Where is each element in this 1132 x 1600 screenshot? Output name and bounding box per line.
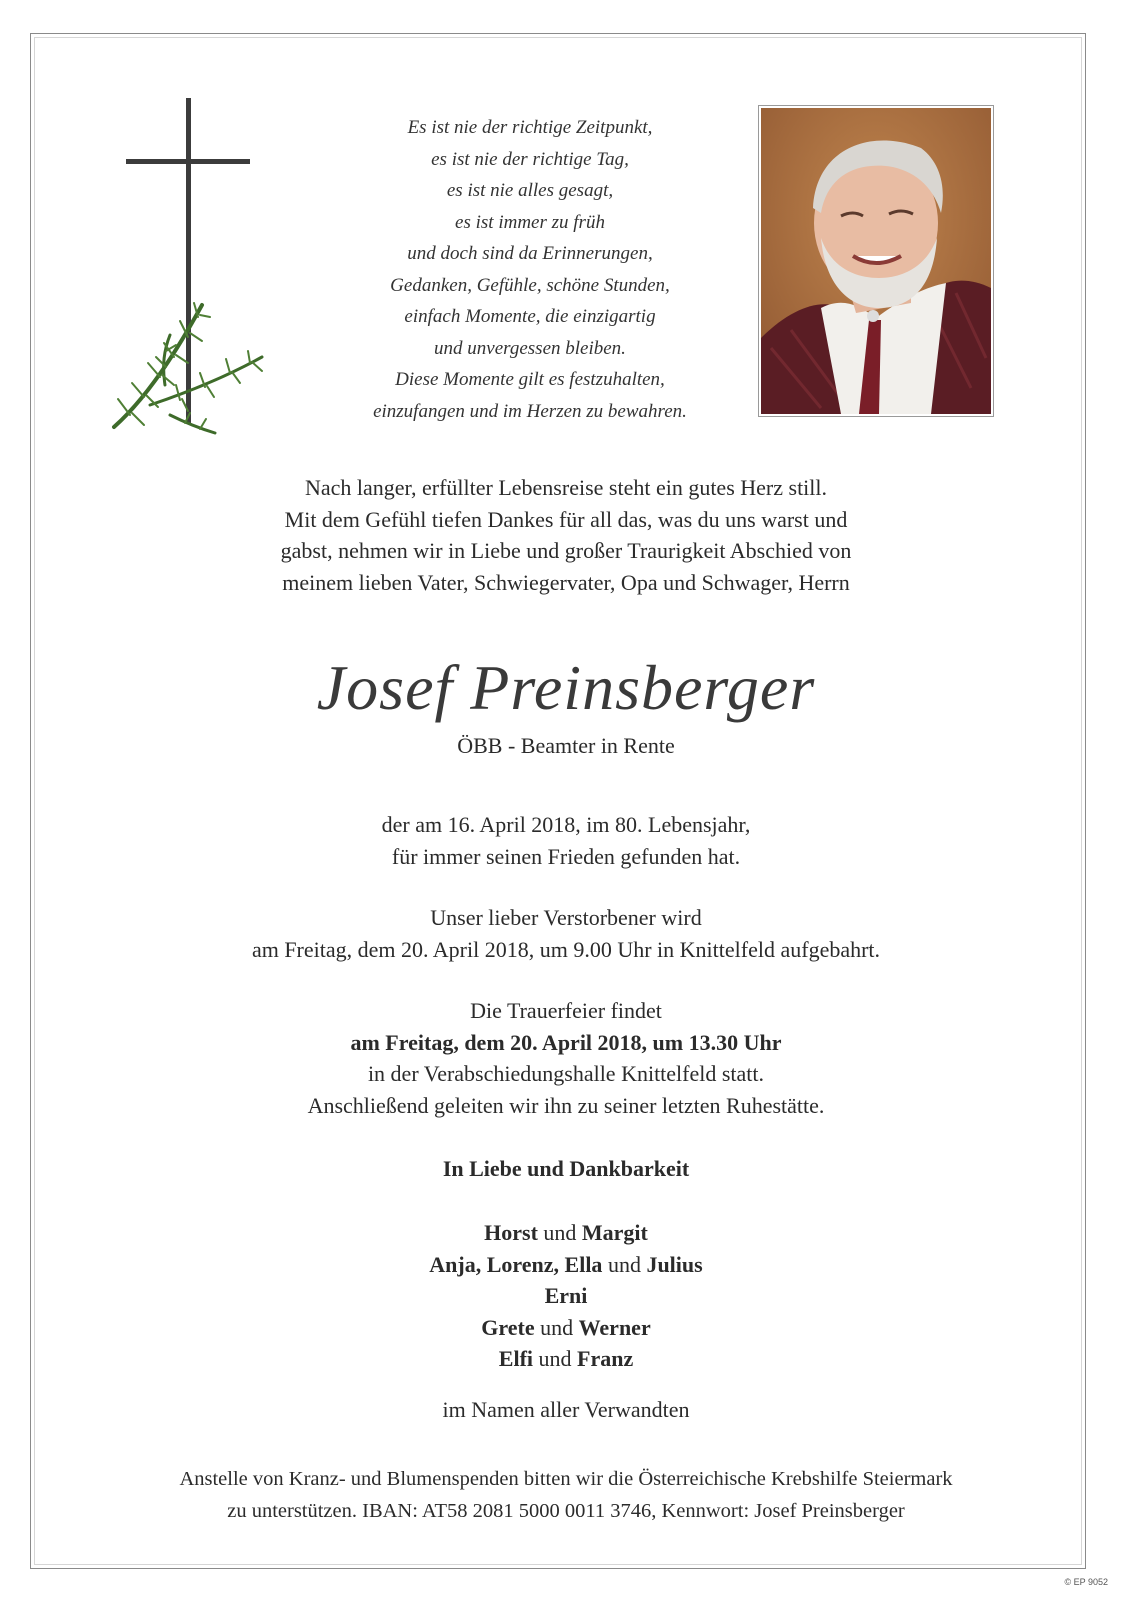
viewing-info — [0, 902, 1132, 965]
portrait-photo — [758, 105, 994, 417]
intro-paragraph — [0, 472, 1132, 598]
mourner-name: Franz — [577, 1346, 634, 1371]
portrait-icon — [761, 108, 991, 414]
death-info — [0, 809, 1132, 872]
mourner-row — [0, 1280, 1132, 1312]
death-line: für immer seinen Frieden gefunden hat. — [391, 843, 741, 869]
relatives — [0, 1394, 1132, 1426]
poem-line: einfach Momente, die einzigartig — [404, 306, 656, 327]
mourner-conjunction: und — [607, 1251, 641, 1277]
mourner-conjunction: und — [540, 1314, 574, 1340]
poem-line: einzufangen und im Herzen zu bewahren. — [373, 400, 687, 422]
closing — [0, 1153, 1132, 1185]
closing-text: In Liebe und Dankbarkeit — [442, 1156, 690, 1181]
poem-line: Es ist nie der richtige Zeitpunkt, — [407, 117, 653, 138]
funeral-line: in der Verabschiedungshalle Knittelfeld statt. — [367, 1061, 765, 1086]
mourner-row — [0, 1312, 1132, 1344]
intro-line: gabst, nehmen wir in Liebe und großer Traurigkeit Abschied von — [280, 538, 852, 563]
poem — [330, 112, 730, 427]
poem-line: Diese Momente gilt es festzuhalten, — [395, 369, 665, 390]
mourner-name: Anja, Lorenz, Ella — [429, 1251, 603, 1277]
mourner-name: Erni — [544, 1283, 588, 1308]
publisher-stamp: © EP 9052 — [1064, 1577, 1108, 1587]
mourner-name: Margit — [581, 1220, 648, 1245]
mourner-conjunction: und — [538, 1346, 572, 1371]
funeral-line: Die Trauerfeier findet — [470, 998, 662, 1023]
funeral-info — [0, 995, 1132, 1121]
poem-line: es ist nie alles gesagt, — [446, 180, 614, 201]
mourner-name: Grete — [481, 1314, 535, 1340]
deceased-title-text: ÖBB - Beamter in Rente — [457, 733, 675, 758]
donation-line: zu unterstützen. IBAN: AT58 2081 5000 0011 3746, Kennwort: Josef Preinsberger — [227, 1499, 905, 1522]
mourners-list — [0, 1217, 1132, 1375]
mourner-name: Elfi — [498, 1346, 534, 1371]
mourner-name: Werner — [578, 1314, 651, 1340]
deceased-title — [0, 730, 1132, 762]
cross-with-branch-icon — [110, 95, 270, 440]
mourner-row — [0, 1343, 1132, 1375]
funeral-date-line — [0, 1027, 1132, 1059]
intro-line: meinem lieben Vater, Schwiegervater, Opa und Schwager, Herrn — [282, 569, 850, 595]
intro-line: Nach langer, erfüllter Lebensreise steht ein gutes Herz still. — [304, 475, 828, 500]
viewing-line: Unser lieber Verstorbener wird — [430, 905, 702, 930]
mourner-conjunction: und — [543, 1220, 577, 1245]
poem-line: und doch sind da Erinnerungen, — [407, 243, 653, 264]
poem-line: Gedanken, Gefühle, schöne Stunden, — [390, 274, 670, 296]
donation-line: Anstelle von Kranz- und Blumenspenden bitten wir die Österreichische Krebshilfe Steiermark — [179, 1468, 953, 1490]
mourner-row — [0, 1249, 1132, 1281]
poem-line: und unvergessen bleiben. — [434, 337, 626, 359]
funeral-date: am Freitag, dem 20. April 2018, um 13.30 Uhr — [350, 1029, 782, 1055]
donation-note — [0, 1464, 1132, 1527]
poem-line: es ist nie der richtige Tag, — [431, 148, 629, 170]
mourner-name: Julius — [646, 1251, 703, 1277]
funeral-line: Anschließend geleiten wir ihn zu seiner letzten Ruhestätte. — [307, 1092, 825, 1118]
death-line: der am 16. April 2018, im 80. Lebensjahr, — [381, 812, 751, 837]
poem-line: es ist immer zu früh — [455, 211, 605, 233]
mourner-row — [0, 1217, 1132, 1249]
relatives-text: im Namen aller Verwandten — [442, 1397, 690, 1422]
deceased-name: Josef Preinsberger — [316, 652, 816, 723]
intro-line: Mit dem Gefühl tiefen Dankes für all das, was du uns warst und — [284, 506, 848, 532]
viewing-line: am Freitag, dem 20. April 2018, um 9.00 Uhr in Knittelfeld aufgebahrt. — [251, 936, 881, 962]
mourner-name: Horst — [484, 1220, 538, 1245]
